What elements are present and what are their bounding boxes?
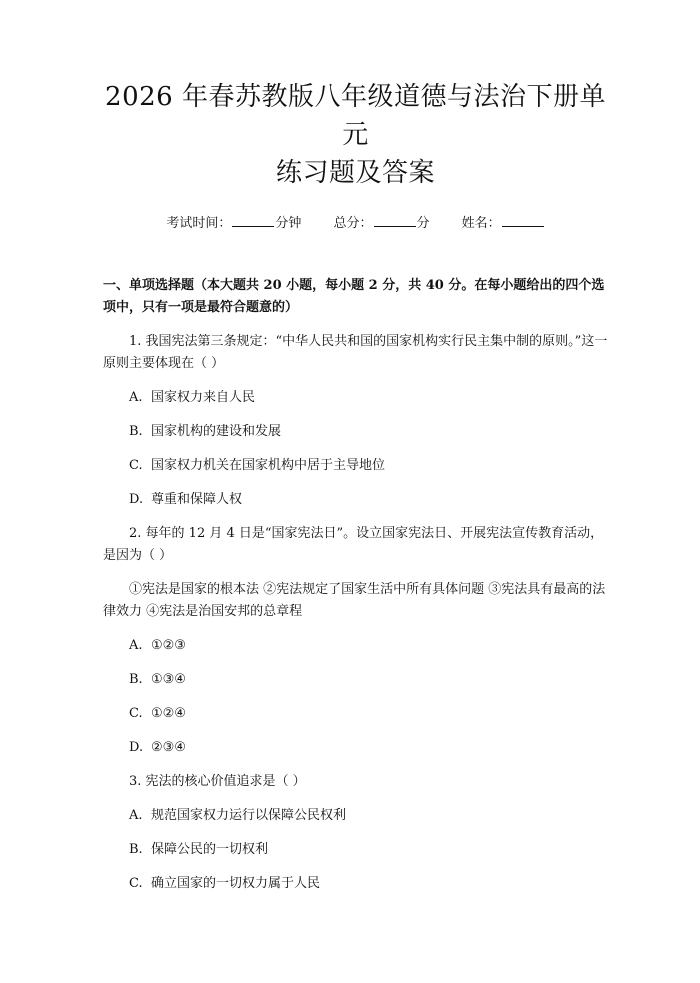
option-text: 规范国家权力运行以保障公民权利 <box>151 808 347 823</box>
question-2-stem: 2. 每年的 12 月 4 日是“国家宪法日”。设立国家宪法日、开展宪法宣传教育活动，是因为（ ） <box>103 526 604 563</box>
student-name-label: 姓名： <box>461 216 501 231</box>
option-text: 国家权力来自人民 <box>151 390 256 405</box>
exam-time-blank <box>232 214 274 227</box>
question-3-option-b <box>103 839 608 861</box>
option-letter: A. <box>129 390 143 405</box>
question-1-stem: 1. 我国宪法第三条规定：“中华人民共和国的国家机构实行民主集中制的原则。”这一原则主要体现在（ ） <box>103 334 608 371</box>
section-heading-single-choice: 一、单项选择题（本大题共 20 小题，每小题 2 分，共 40 分。在每小题给出的四个选项中，只有一项是最符合题意的） <box>103 278 605 315</box>
option-text: 尊重和保障人权 <box>151 492 243 507</box>
question-1-option-b <box>103 421 608 443</box>
option-text: ①②④ <box>151 706 186 721</box>
question-2-option-c <box>103 703 608 725</box>
exam-time-field <box>166 214 301 233</box>
document-title <box>103 78 608 192</box>
question-3-option-a <box>103 805 608 827</box>
total-score-unit: 分 <box>416 216 430 231</box>
option-letter: B. <box>129 672 143 687</box>
option-text: ②③④ <box>151 740 186 755</box>
option-text: ①③④ <box>151 672 186 687</box>
option-text: ①②③ <box>151 638 186 653</box>
option-letter: C. <box>129 458 143 473</box>
question-3-option-c <box>103 873 608 895</box>
total-score-blank <box>374 214 416 227</box>
option-letter: D. <box>129 740 144 755</box>
option-text: 国家权力机关在国家机构中居于主导地位 <box>151 458 386 473</box>
option-text: 保障公民的一切权利 <box>151 842 269 857</box>
question-2-option-b <box>103 669 608 691</box>
exam-meta-row <box>103 214 608 233</box>
exam-time-label: 考试时间： <box>166 216 232 231</box>
option-text: 国家机构的建设和发展 <box>151 424 282 439</box>
question-1-option-c <box>103 455 608 477</box>
option-letter: A. <box>129 638 143 653</box>
total-score-label: 总分： <box>333 216 373 231</box>
option-letter: B. <box>129 424 143 439</box>
question-2-option-d <box>103 737 608 759</box>
student-name-blank <box>502 214 544 227</box>
total-score-field <box>333 214 429 233</box>
exam-time-unit: 分钟 <box>275 216 302 231</box>
option-text: 确立国家的一切权力属于人民 <box>151 876 321 891</box>
student-name-field <box>462 214 545 233</box>
option-letter: A. <box>129 808 143 823</box>
option-letter: C. <box>129 706 143 721</box>
question-1-option-d <box>103 489 608 511</box>
question-1-option-a <box>103 387 608 409</box>
question-3-stem: 3. 宪法的核心价值追求是（ ） <box>129 774 306 789</box>
exam-page <box>0 78 700 983</box>
question-2-statements: ①宪法是国家的根本法 ②宪法规定了国家生活中所有具体问题 ③宪法具有最高的法律效力 ④宪法是治国安邦的总章程 <box>103 582 606 619</box>
title-line-2: 练习题及答案 <box>275 158 435 188</box>
title-line-1: 2026 年春苏教版八年级道德与法治下册单元 <box>105 82 606 150</box>
option-letter: C. <box>129 876 143 891</box>
option-letter: D. <box>129 492 144 507</box>
question-2-option-a <box>103 635 608 657</box>
option-letter: B. <box>129 842 143 857</box>
